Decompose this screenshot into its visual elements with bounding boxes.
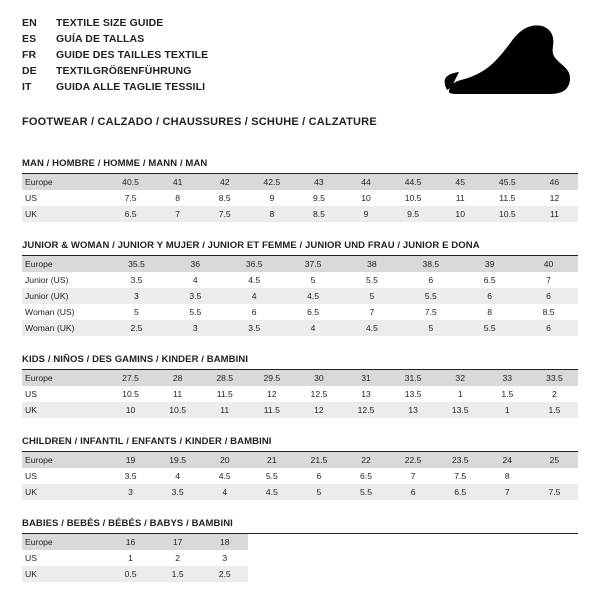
- cell: [531, 566, 578, 582]
- cell: 45.5: [484, 174, 531, 190]
- cell: 38.5: [401, 256, 460, 272]
- cell: [295, 550, 342, 566]
- cell: 19: [107, 452, 154, 468]
- cell: 3: [222, 553, 228, 563]
- cell: 7: [154, 206, 201, 222]
- table-row: [22, 272, 578, 288]
- cell: 5.5: [401, 288, 460, 304]
- section-children: [22, 436, 578, 500]
- cell: 25: [531, 452, 578, 468]
- section-kids: [22, 354, 578, 418]
- cell: 38: [343, 256, 402, 272]
- language-code: IT: [22, 81, 32, 93]
- cell: 17: [154, 534, 201, 550]
- cell: [437, 534, 484, 550]
- cell: 3.5: [124, 471, 137, 481]
- cell: 4: [192, 275, 198, 285]
- language-title: TEXTILE SIZE GUIDE: [56, 17, 164, 29]
- cell: 11: [173, 389, 183, 399]
- row-label: Junior (UK): [22, 288, 107, 304]
- cell: 1.5: [531, 402, 578, 418]
- table-row: [22, 190, 578, 206]
- cell: 39: [460, 256, 519, 272]
- cell: 8: [487, 307, 493, 317]
- cell: 1: [457, 389, 463, 399]
- cell: 22: [342, 452, 389, 468]
- cell: 11: [455, 193, 465, 203]
- language-code: ES: [22, 33, 37, 45]
- cell: 13: [390, 402, 437, 418]
- cell: 10: [107, 402, 154, 418]
- row-label: Europe: [22, 452, 107, 468]
- cell: 18: [201, 534, 248, 550]
- cell: 6: [428, 275, 434, 285]
- cell: 12: [549, 193, 560, 203]
- dress-shoe-icon: [387, 20, 572, 102]
- table-row: [22, 402, 578, 418]
- cell: [531, 468, 578, 484]
- cell: 8.5: [295, 206, 342, 222]
- cell: 36.5: [225, 256, 284, 272]
- cell: 10.5: [404, 193, 422, 203]
- cell: 6: [519, 288, 578, 304]
- cell: 9.5: [312, 193, 325, 203]
- row-label: Woman (UK): [22, 320, 107, 336]
- size-table-man: [22, 174, 578, 222]
- cell: 5: [401, 320, 460, 336]
- document-header: [22, 16, 578, 102]
- cell: 11: [531, 206, 578, 222]
- cell: 4: [284, 320, 343, 336]
- cell: 4.5: [248, 275, 261, 285]
- cell: [437, 566, 484, 582]
- cell: [531, 534, 578, 550]
- cell: 3: [107, 288, 166, 304]
- language-row: [22, 48, 208, 63]
- size-table-children: [22, 452, 578, 500]
- cell: 4.5: [218, 471, 231, 481]
- cell: 12: [267, 389, 277, 399]
- cell: 7.5: [201, 206, 248, 222]
- cell: 42: [201, 174, 248, 190]
- cell: 7.5: [124, 193, 137, 203]
- cell: 4.5: [248, 484, 295, 500]
- table-row: [22, 320, 578, 336]
- row-label: UK: [22, 402, 107, 418]
- cell: 7.5: [424, 307, 437, 317]
- row-label: Woman (US): [25, 307, 75, 317]
- cell: 6.5: [307, 307, 320, 317]
- cell: 5: [295, 484, 342, 500]
- cell: 4.5: [284, 288, 343, 304]
- cell: 8.5: [218, 193, 231, 203]
- table-row: [22, 534, 578, 550]
- cell: 2: [175, 553, 181, 563]
- cell: 28.5: [201, 370, 248, 386]
- cell: 1: [128, 553, 133, 563]
- row-label: Europe: [22, 174, 107, 190]
- cell: 6.5: [437, 484, 484, 500]
- row-label: Junior (US): [25, 275, 69, 285]
- cell: 4.5: [343, 320, 402, 336]
- row-label: UK: [22, 484, 107, 500]
- cell: 31: [342, 370, 389, 386]
- cell: 46: [531, 174, 578, 190]
- cell: 21: [248, 452, 295, 468]
- category-line: FOOTWEAR / CALZADO / CHAUSSURES / SCHUHE / CALZATURE: [22, 116, 377, 128]
- cell: 5.5: [189, 307, 202, 317]
- row-label: UK: [22, 206, 107, 222]
- cell: 8: [248, 206, 295, 222]
- language-code: DE: [22, 65, 37, 77]
- cell: 5.5: [365, 275, 378, 285]
- cell: 9: [269, 193, 275, 203]
- cell: 3.5: [154, 484, 201, 500]
- cell: 6: [460, 288, 519, 304]
- cell: 4: [201, 484, 248, 500]
- cell: 13: [361, 389, 371, 399]
- cell: [484, 534, 531, 550]
- table-row: [22, 566, 578, 582]
- cell: 11.5: [216, 389, 233, 399]
- cell: 7: [546, 275, 551, 285]
- cell: 7.5: [454, 471, 467, 481]
- language-code: FR: [22, 49, 37, 61]
- size-table-junior-woman: [22, 256, 578, 336]
- cell: 3.5: [130, 275, 143, 285]
- table-row: [22, 288, 578, 304]
- cell: 6.5: [107, 206, 154, 222]
- table-row: [22, 550, 578, 566]
- cell: 10: [361, 193, 371, 203]
- cell: 2.5: [107, 320, 166, 336]
- cell: 5: [343, 288, 402, 304]
- cell: 27.5: [107, 370, 154, 386]
- cell: 1.5: [154, 566, 201, 582]
- cell: 44.5: [390, 174, 437, 190]
- size-table-babies: [22, 534, 578, 582]
- cell: 5: [310, 275, 316, 285]
- cell: [531, 550, 578, 566]
- language-code: EN: [22, 17, 37, 29]
- cell: [484, 550, 531, 566]
- cell: 28: [154, 370, 201, 386]
- cell: 32: [437, 370, 484, 386]
- cell: 11.5: [499, 193, 516, 203]
- cell: [342, 550, 389, 566]
- cell: 2: [552, 389, 557, 399]
- section-junior-woman: [22, 240, 578, 336]
- cell: 7: [484, 484, 531, 500]
- cell: 36: [166, 256, 225, 272]
- language-row: [22, 80, 208, 95]
- cell: 6: [251, 307, 257, 317]
- cell: 11: [201, 402, 248, 418]
- cell: 5.5: [342, 484, 389, 500]
- table-row: [22, 386, 578, 402]
- cell: [390, 550, 437, 566]
- table-row: [22, 370, 578, 386]
- cell: 4: [225, 288, 284, 304]
- language-row: [22, 64, 208, 79]
- cell: 3: [107, 484, 154, 500]
- cell: [342, 534, 389, 550]
- cell: 3.5: [225, 320, 284, 336]
- cell: 45: [437, 174, 484, 190]
- cell: 23.5: [437, 452, 484, 468]
- cell: 21.5: [295, 452, 342, 468]
- cell: 20: [201, 452, 248, 468]
- cell: 40: [519, 256, 578, 272]
- section-title: CHILDREN / INFANTIL / ENFANTS / KINDER / BAMBINI: [22, 436, 578, 452]
- cell: 19.5: [154, 452, 201, 468]
- cell: 12: [295, 402, 342, 418]
- cell: 22.5: [390, 452, 437, 468]
- cell: 4: [175, 471, 181, 481]
- row-label: US: [25, 471, 37, 481]
- table-row: [22, 206, 578, 222]
- language-titles: [22, 16, 208, 95]
- row-label: US: [25, 389, 37, 399]
- cell: 12.5: [310, 389, 328, 399]
- language-title: GUIDE DES TAILLES TEXTILE: [56, 49, 209, 61]
- cell: 7.5: [531, 484, 578, 500]
- cell: 29.5: [248, 370, 295, 386]
- cell: 5: [134, 307, 139, 317]
- section-title: MAN / HOMBRE / HOMME / MANN / MAN: [22, 158, 578, 174]
- cell: 16: [107, 534, 154, 550]
- language-title: GUIDA ALLE TAGLIE TESSILI: [56, 81, 206, 93]
- cell: 10.5: [484, 206, 531, 222]
- size-table-kids: [22, 370, 578, 418]
- cell: [248, 534, 295, 550]
- cell: [248, 550, 295, 566]
- cell: 11.5: [248, 402, 295, 418]
- cell: 13.5: [437, 402, 484, 418]
- cell: 8: [504, 471, 510, 481]
- cell: 7: [369, 307, 375, 317]
- cell: 41: [154, 174, 201, 190]
- cell: 9: [342, 206, 389, 222]
- section-title: KIDS / NIÑOS / DES GAMINS / KINDER / BAMBINI: [22, 354, 578, 370]
- cell: 30: [295, 370, 342, 386]
- row-label: UK: [22, 566, 107, 582]
- cell: 24: [484, 452, 531, 468]
- cell: 6: [316, 471, 322, 481]
- cell: [295, 566, 342, 582]
- cell: [248, 566, 295, 582]
- section-babies: [22, 518, 578, 582]
- cell: 1: [484, 402, 531, 418]
- cell: 5.5: [460, 320, 519, 336]
- cell: 40.5: [107, 174, 154, 190]
- cell: 35.5: [107, 256, 166, 272]
- row-label: US: [25, 193, 37, 203]
- cell: [295, 534, 342, 550]
- language-title: TEXTILGRÖßENFÜHRUNG: [56, 65, 192, 77]
- cell: 42.5: [248, 174, 295, 190]
- cell: 8: [175, 193, 181, 203]
- row-label: Europe: [22, 370, 107, 386]
- cell: [484, 566, 531, 582]
- row-label: US: [25, 553, 37, 563]
- cell: 10.5: [154, 402, 201, 418]
- cell: 12.5: [342, 402, 389, 418]
- language-row: [22, 16, 208, 31]
- cell: 1.5: [501, 389, 514, 399]
- cell: 5.5: [265, 471, 278, 481]
- table-row: [22, 468, 578, 484]
- cell: 33: [484, 370, 531, 386]
- section-title: JUNIOR & WOMAN / JUNIOR Y MUJER / JUNIOR ET FEMME / JUNIOR UND FRAU / JUNIOR E DONA: [22, 240, 578, 256]
- cell: 2.5: [201, 566, 248, 582]
- table-row: [22, 304, 578, 320]
- table-row: [22, 452, 578, 468]
- table-row: [22, 256, 578, 272]
- cell: 13.5: [404, 389, 422, 399]
- cell: 31.5: [390, 370, 437, 386]
- cell: 43: [295, 174, 342, 190]
- row-label: Europe: [22, 256, 107, 272]
- cell: 44: [342, 174, 389, 190]
- cell: 0.5: [107, 566, 154, 582]
- cell: [390, 566, 437, 582]
- cell: 9.5: [390, 206, 437, 222]
- cell: 37.5: [284, 256, 343, 272]
- table-row: [22, 174, 578, 190]
- section-man: [22, 158, 578, 222]
- cell: [390, 534, 437, 550]
- cell: 7: [410, 471, 416, 481]
- cell: 33.5: [531, 370, 578, 386]
- language-title: GUÍA DE TALLAS: [56, 33, 145, 45]
- section-title: BABIES / BEBÉS / BÉBÉS / BABYS / BAMBINI: [22, 518, 578, 534]
- cell: 6: [519, 320, 578, 336]
- cell: 6.5: [360, 471, 372, 481]
- cell: 3.5: [166, 288, 225, 304]
- cell: [437, 550, 484, 566]
- table-row: [22, 484, 578, 500]
- cell: 6.5: [483, 275, 496, 285]
- cell: 8.5: [542, 307, 555, 317]
- cell: [342, 566, 389, 582]
- cell: 10: [437, 206, 484, 222]
- cell: 6: [390, 484, 437, 500]
- cell: 10.5: [122, 389, 139, 399]
- row-label: Europe: [22, 534, 107, 550]
- language-row: [22, 32, 208, 47]
- cell: 3: [166, 320, 225, 336]
